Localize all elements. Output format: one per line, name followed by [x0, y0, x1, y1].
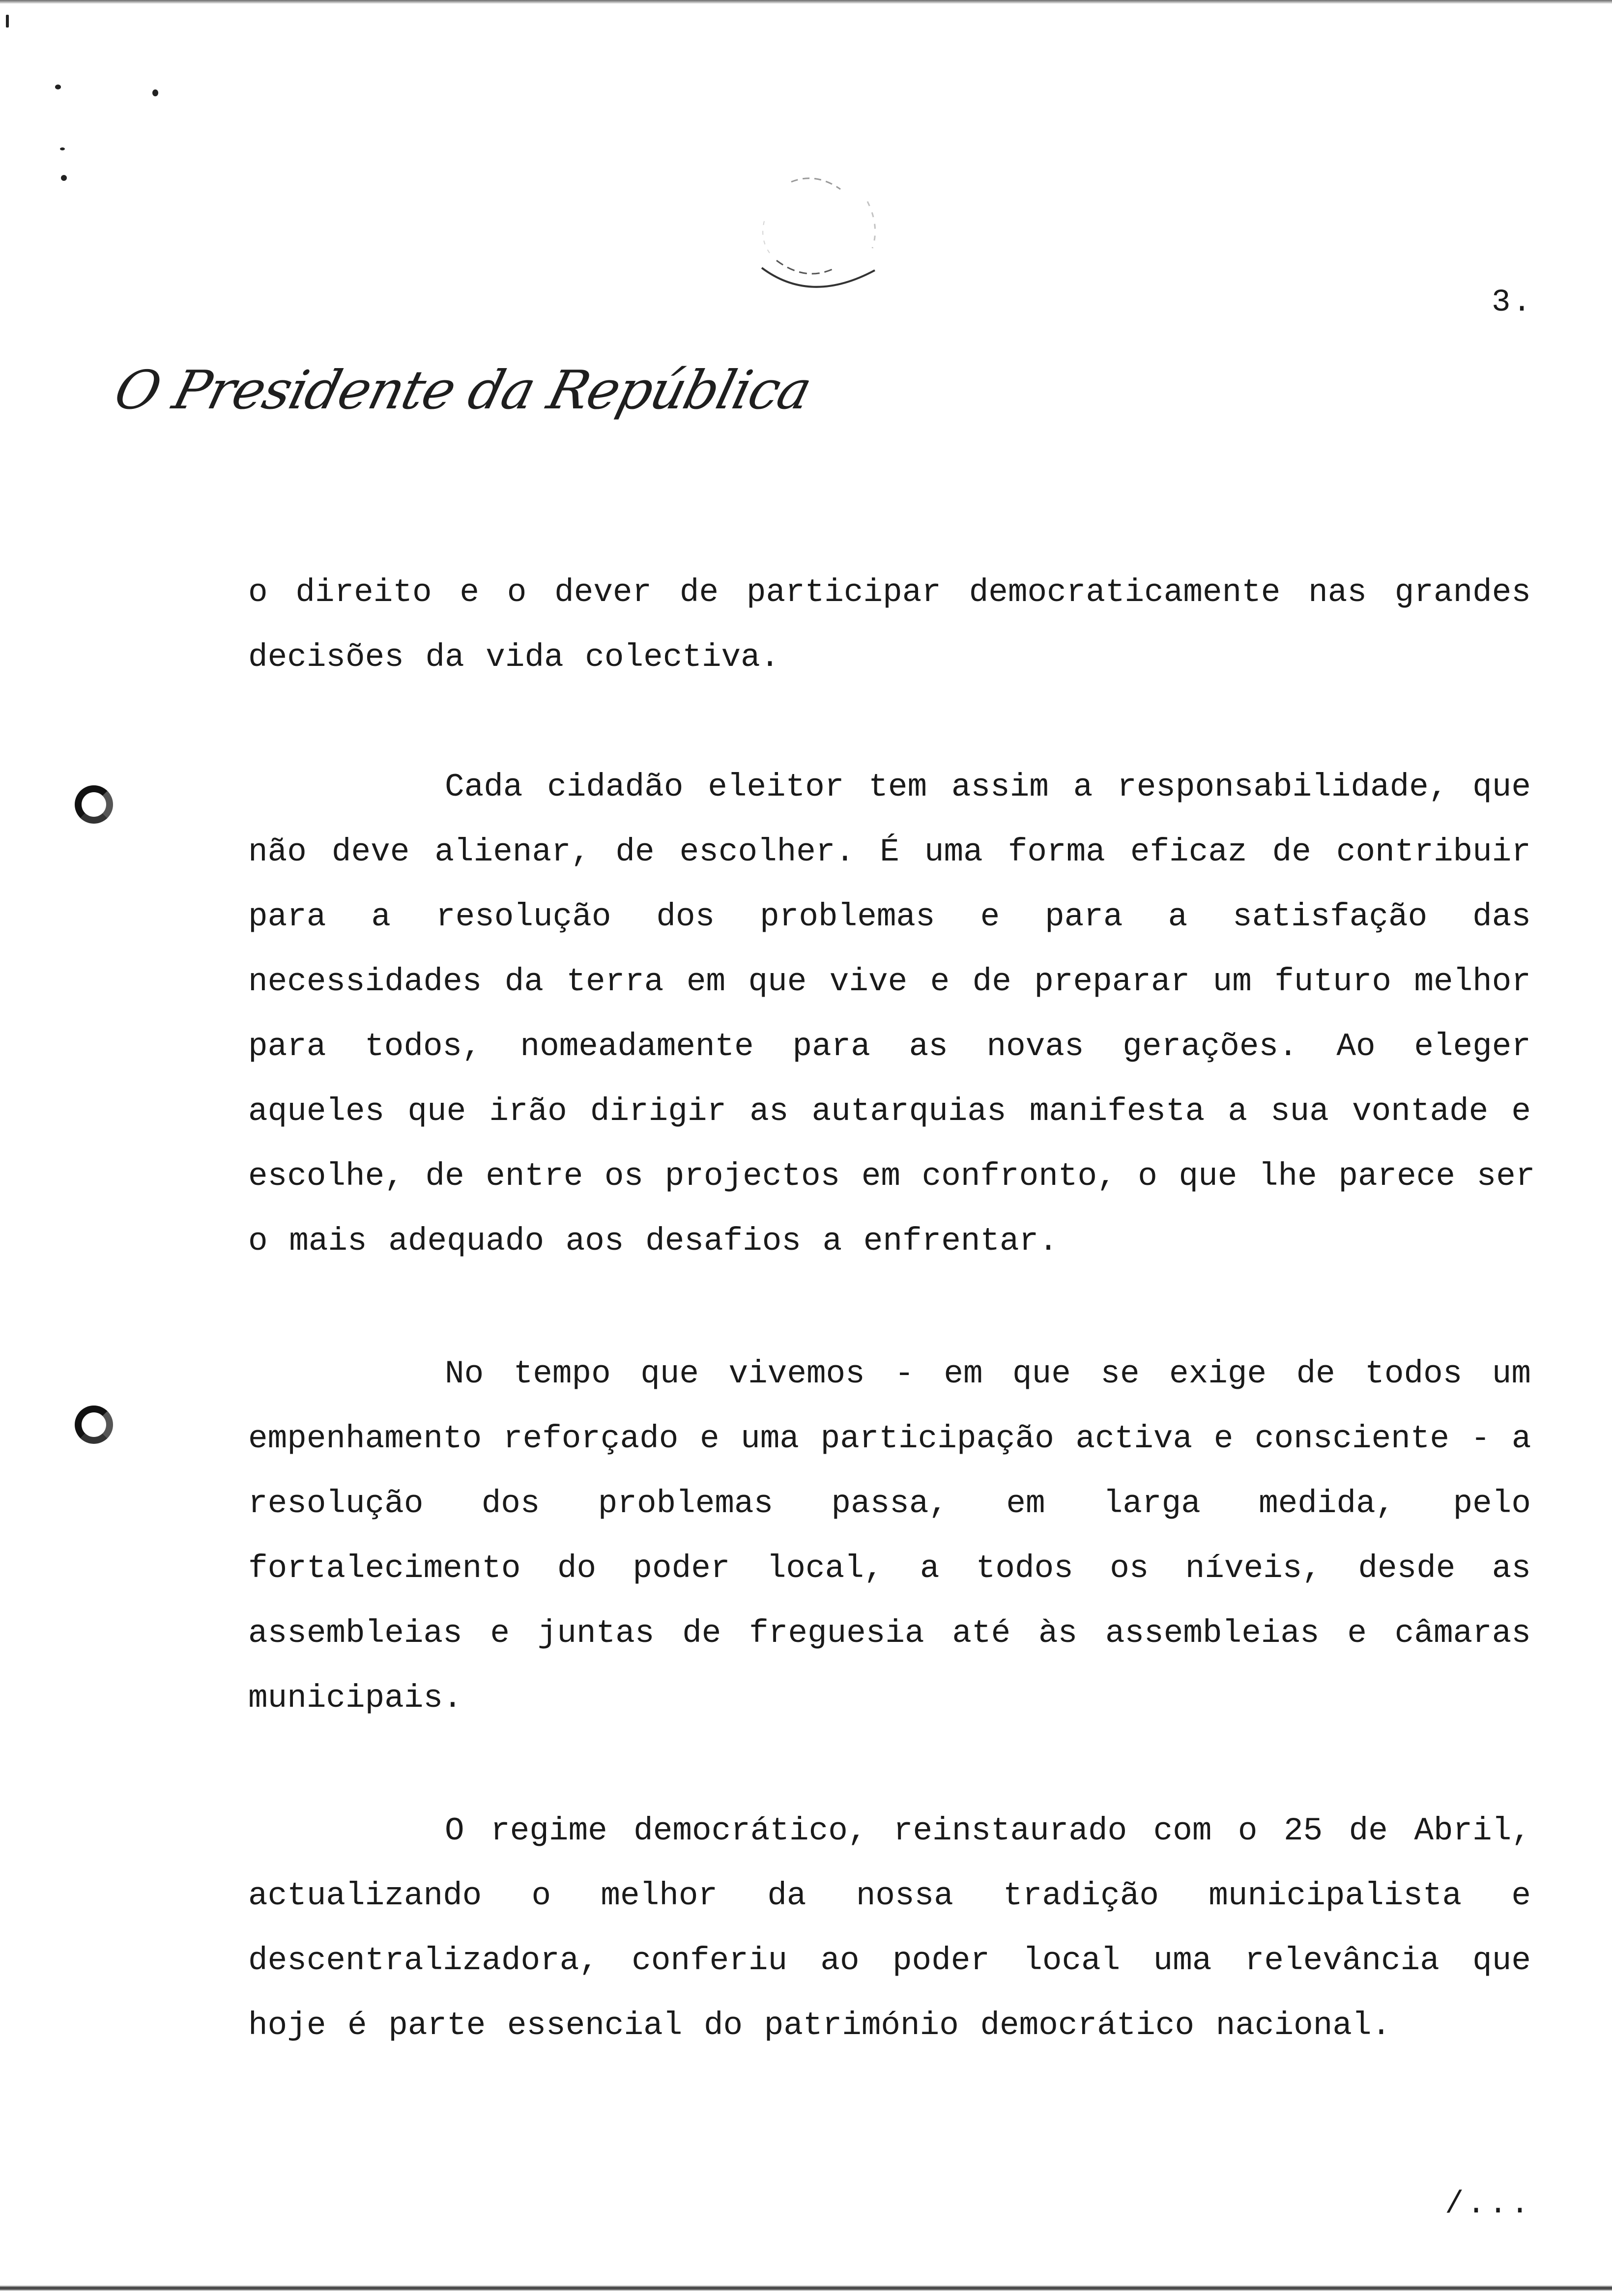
letterhead	[106, 349, 817, 432]
text-line: empenhamento reforçado e uma participação activa e consciente - a	[248, 1420, 1531, 1457]
text-line: o mais adequado aos desafios a enfrentar.	[248, 1223, 1058, 1260]
text-line: para a resolução dos problemas e para a satisfação das	[248, 898, 1531, 935]
page-number: 3.	[1492, 285, 1533, 320]
text-line: fortalecimento do poder local, a todos os níveis, desde as	[248, 1550, 1531, 1587]
text-line: descentralizadora, conferiu ao poder local uma relevância que	[248, 1942, 1531, 1979]
paragraph-3	[248, 1342, 1531, 1731]
text-line: o direito e o dever de participar democraticamente nas grandes	[248, 574, 1531, 611]
letterhead-title: O Presidente da República	[108, 360, 817, 421]
text-line: No tempo que vivemos - em que se exige de todos um	[445, 1355, 1531, 1392]
scan-speck	[61, 175, 67, 181]
bottom-edge-rule	[0, 2285, 1612, 2291]
scan-speck	[152, 89, 158, 96]
continuation-mark: /...	[1445, 2187, 1532, 2222]
text-line: hoje é parte essencial do património democrático nacional.	[248, 2007, 1391, 2044]
text-line: aqueles que irão dirigir as autarquias manifesta a sua vontade e	[248, 1093, 1531, 1130]
text-line: decisões da vida colectiva.	[248, 639, 780, 676]
scan-speck	[6, 15, 9, 28]
top-edge-rule	[0, 0, 1612, 4]
text-line: assembleias e juntas de freguesia até às assembleias e câmaras	[248, 1615, 1531, 1652]
text-line: resolução dos problemas passa, em larga medida, pelo	[248, 1485, 1531, 1522]
paragraph-4	[248, 1799, 1531, 2058]
paragraph-2	[248, 755, 1535, 1274]
punch-hole-upper	[75, 785, 113, 824]
paragraph-1	[248, 560, 1531, 690]
punch-hole-lower	[75, 1406, 113, 1444]
text-line: não deve alienar, de escolher. É uma forma eficaz de contribuir	[248, 833, 1531, 870]
text-line: para todos, nomeadamente para as novas gerações. Ao eleger	[248, 1028, 1531, 1065]
text-line: O regime democrático, reinstaurado com o 25 de Abril,	[445, 1812, 1531, 1849]
text-line: Cada cidadão eleitor tem assim a responsabilidade, que	[445, 769, 1531, 805]
text-line: escolhe, de entre os projectos em confronto, o que lhe parece ser	[248, 1158, 1535, 1195]
text-line: municipais.	[248, 1680, 462, 1717]
scan-speck	[55, 85, 61, 89]
text-line: actualizando o melhor da nossa tradição municipalista e	[248, 1877, 1531, 1914]
embossed-seal-icon	[752, 162, 890, 310]
scan-speck	[60, 147, 65, 150]
text-line: necessidades da terra em que vive e de preparar um futuro melhor	[248, 963, 1531, 1000]
